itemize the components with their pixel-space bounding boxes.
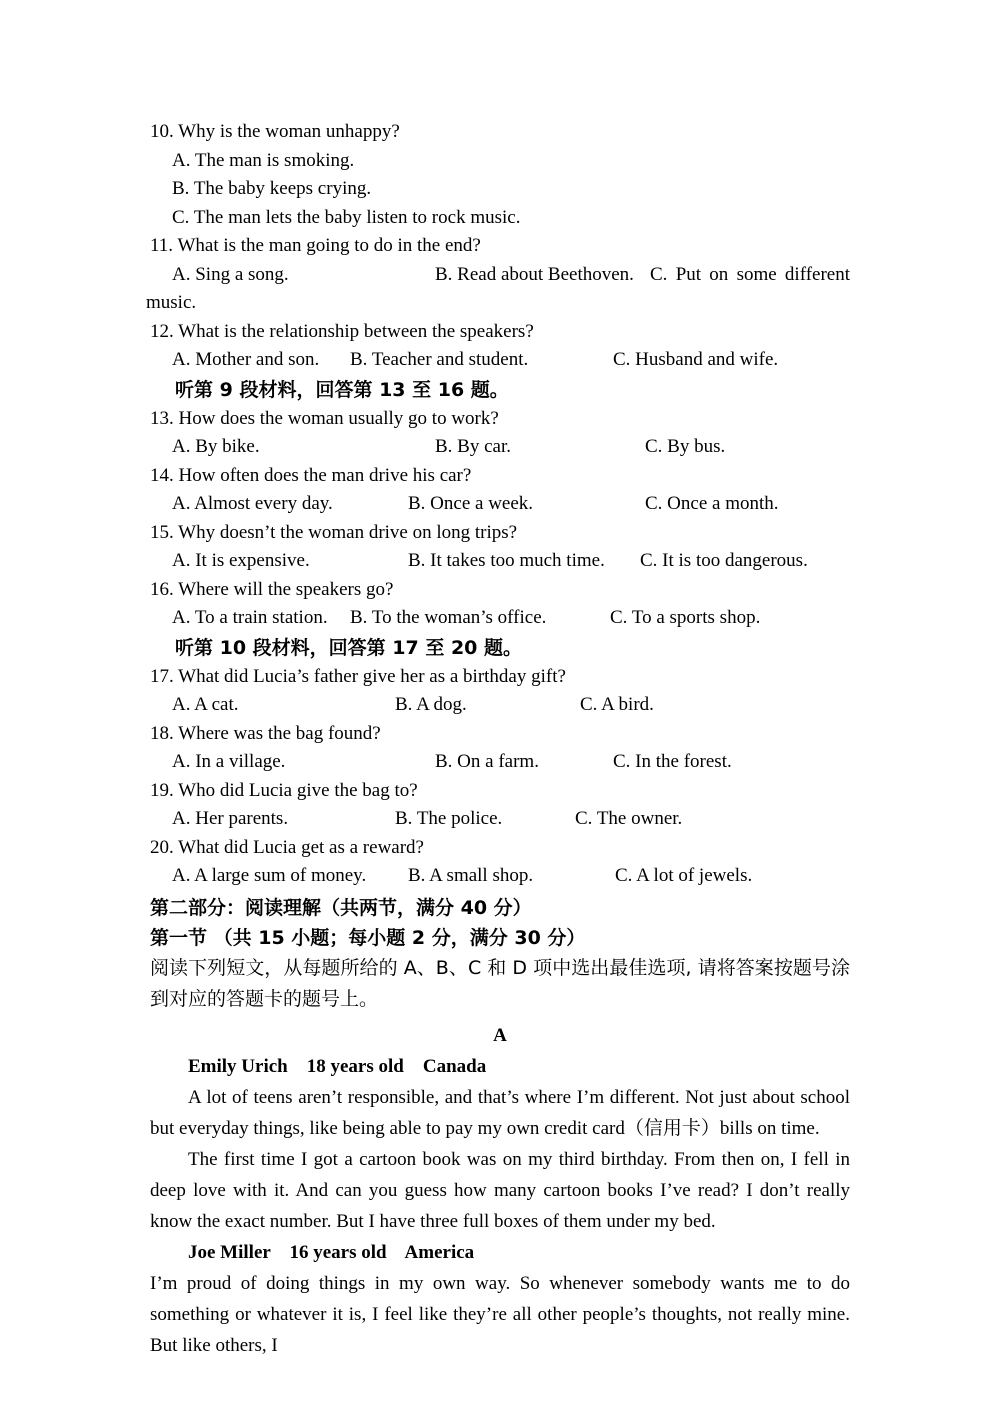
question-20-option-a[interactable]: A. A large sum of money. xyxy=(172,865,367,886)
page-content xyxy=(146,118,850,1361)
question-19-option-b[interactable]: B. The police. xyxy=(395,808,503,829)
part-two-heading: 第二部分：阅读理解（共两节，满分 40 分） xyxy=(150,896,532,919)
question-stem-20: 20. What did Lucia get as a reward? xyxy=(150,836,424,858)
question-stem-10: 10. Why is the woman unhappy? xyxy=(150,121,400,142)
question-15-option-a[interactable]: A. It is expensive. xyxy=(172,550,310,571)
reading-instruction: 阅读下列短文，从每题所给的 A、B、C 和 D 项中选出最佳选项, 请将答案按题号涂到对应的答题卡的题号上。 xyxy=(150,956,850,1010)
question-stem-17: 17. What did Lucia’s father give her as a birthday gift? xyxy=(150,665,566,687)
passage-letter-a: A xyxy=(493,1024,507,1046)
question-11-option-c-continuation: music. xyxy=(146,292,197,313)
question-18-options xyxy=(150,748,850,777)
passage-paragraph-joe-1: I’m proud of doing things in my own way. So whenever somebody wants me to do something or whatever it is, I feel like they’re all other people’s thoughts, not really mine. But like others, I xyxy=(150,1272,850,1356)
question-16-option-c[interactable]: C. To a sports shop. xyxy=(610,607,761,628)
question-stem-16: 16. Where will the speakers go? xyxy=(150,578,394,600)
passage-paragraph-emily-1: A lot of teens aren’t responsible, and that’s where I’m different. Not just about school but everyday things, like being able to pay my own credit card（信用卡）bills on time. xyxy=(150,1086,850,1139)
listening-section-heading-9: 听第 9 段材料，回答第 13 至 16 题。 xyxy=(175,378,509,401)
question-16-option-a[interactable]: A. To a train station. xyxy=(172,607,328,628)
question-12-options xyxy=(150,346,850,375)
passage-entry-heading-emily: Emily Urich 18 years old Canada xyxy=(188,1055,487,1077)
question-11-options xyxy=(150,261,850,290)
question-10-option-a[interactable]: A. The man is smoking. xyxy=(172,149,355,171)
question-stem-19: 19. Who did Lucia give the bag to? xyxy=(150,779,418,801)
question-stem-11: 11. What is the man going to do in the end? xyxy=(150,235,481,256)
question-18-option-a[interactable]: A. In a village. xyxy=(172,751,286,772)
question-19-options xyxy=(150,805,850,834)
question-16-options xyxy=(150,604,850,633)
question-15-options xyxy=(150,547,850,576)
question-20-option-b[interactable]: B. A small shop. xyxy=(408,865,534,886)
question-stem-14: 14. How often does the man drive his car? xyxy=(150,464,472,486)
question-13-option-b[interactable]: B. By car. xyxy=(435,436,511,457)
question-17-option-a[interactable]: A. A cat. xyxy=(172,694,239,715)
question-12-option-c[interactable]: C. Husband and wife. xyxy=(613,349,779,370)
question-20-option-c[interactable]: C. A lot of jewels. xyxy=(615,865,753,886)
question-12-option-a[interactable]: A. Mother and son. xyxy=(172,349,320,370)
question-13-option-c[interactable]: C. By bus. xyxy=(645,436,726,457)
question-15-option-b[interactable]: B. It takes too much time. xyxy=(408,550,605,571)
question-10-option-b[interactable]: B. The baby keeps crying. xyxy=(172,178,372,199)
question-14-option-a[interactable]: A. Almost every day. xyxy=(172,493,333,514)
question-stem-12: 12. What is the relationship between the speakers? xyxy=(150,320,534,342)
question-13-options xyxy=(150,433,850,462)
question-18-option-c[interactable]: C. In the forest. xyxy=(613,751,732,772)
question-19-option-c[interactable]: C. The owner. xyxy=(575,808,683,829)
question-15-option-c[interactable]: C. It is too dangerous. xyxy=(640,550,808,571)
question-10-option-c[interactable]: C. The man lets the baby listen to rock music. xyxy=(172,206,521,228)
passage-entry-heading-joe: Joe Miller 16 years old America xyxy=(188,1241,475,1263)
question-stem-18: 18. Where was the bag found? xyxy=(150,722,381,744)
question-17-option-b[interactable]: B. A dog. xyxy=(395,694,467,715)
listening-section-heading-10: 听第 10 段材料，回答第 17 至 20 题。 xyxy=(175,636,523,659)
question-17-option-c[interactable]: C. A bird. xyxy=(580,694,654,715)
question-11-option-c[interactable]: C. Put on some different xyxy=(650,263,850,285)
question-14-options xyxy=(150,490,850,519)
question-11-option-a[interactable]: A. Sing a song. xyxy=(172,263,289,285)
question-14-option-b[interactable]: B. Once a week. xyxy=(408,493,534,514)
section-one-heading: 第一节 （共 15 小题；每小题 2 分，满分 30 分） xyxy=(150,926,586,949)
question-19-option-a[interactable]: A. Her parents. xyxy=(172,808,289,829)
question-16-option-b[interactable]: B. To the woman’s office. xyxy=(350,607,547,628)
question-14-option-c[interactable]: C. Once a month. xyxy=(645,493,779,514)
question-stem-15: 15. Why doesn’t the woman drive on long trips? xyxy=(150,521,518,543)
question-18-option-b[interactable]: B. On a farm. xyxy=(435,751,539,772)
passage-paragraph-emily-2: The first time I got a cartoon book was on my third birthday. From then on, I fell in deep love with it. And can you guess how many cartoon books I’ve read? I don’t really know the exact number. But I have three full boxes of them under my bed. xyxy=(150,1148,850,1232)
question-stem-13: 13. How does the woman usually go to work? xyxy=(150,407,499,429)
question-12-option-b[interactable]: B. Teacher and student. xyxy=(350,349,529,370)
question-11-option-b[interactable]: B. Read about Beethoven. xyxy=(435,263,634,285)
question-17-options xyxy=(150,691,850,720)
question-13-option-a[interactable]: A. By bike. xyxy=(172,436,260,457)
question-20-options xyxy=(150,862,850,891)
